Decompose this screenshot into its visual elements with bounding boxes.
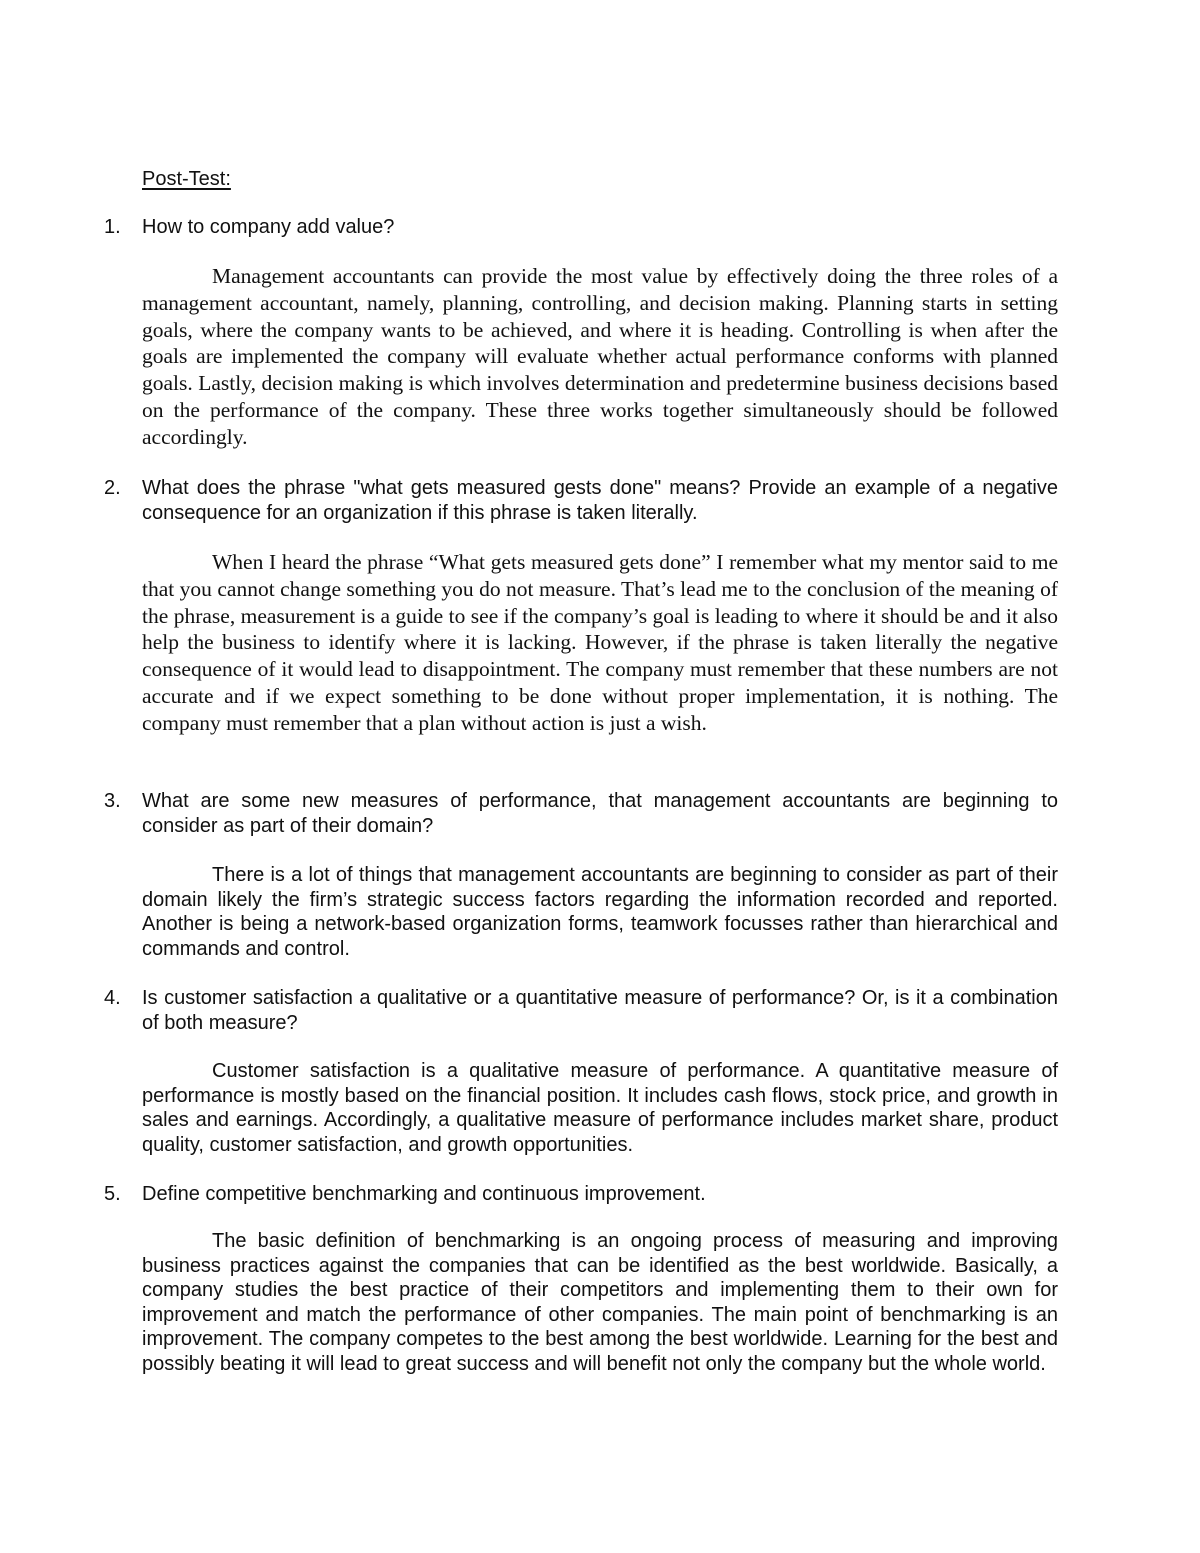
answer-5: The basic definition of benchmarking is an ongoing process of measuring and improving business practices against the companies that can be identified as the best worldwide. Basically, a company studies the best practice of their competitors and implementing them to their own for improvement and match the performance of other companies. The main point of benchmarking is an improvement. The company competes to the best among the best worldwide. Learning for the best and possibly beating it will lead to great success and will benefit not only the company but the whole world. (142, 1230, 1058, 1375)
question-2 (104, 476, 1058, 526)
answer-2: When I heard the phrase “What gets measured gets done” I remember what my mentor said to me that you cannot change something you do not measure. That’s lead me to the conclusion of the meaning of the phrase, measurement is a guide to see if the company’s goal is leading to where it should be and it also help the business to identify where it is lacking. However, if the phrase is taken literally the negative consequence of it would lead to disappointment. The company must remember that these numbers are not accurate and if we expect something to be done without proper implementation, it is nothing. The company must remember that a plan without action is just a wish. (142, 550, 1058, 735)
question-number: 3. (104, 790, 121, 812)
question-text: How to company add value? (142, 216, 395, 238)
question-1 (104, 215, 1058, 240)
question-number: 5. (104, 1183, 121, 1205)
question-text: Define competitive benchmarking and continuous improvement. (142, 1183, 706, 1205)
question-text: What are some new measures of performance, that management accountants are beginning to consider as part of their domain? (142, 790, 1058, 837)
question-number: 1. (104, 216, 121, 238)
answer-1: Management accountants can provide the most value by effectively doing the three roles of a management accountant, namely, planning, controlling, and decision making. Planning starts in setting goals, where the company wants to be achieved, and where it is heading. Controlling is when after the goals are implemented the company will evaluate whether actual performance conforms with planned goals. Lastly, decision making is which involves determination and predetermine business decisions based on the performance of the company. These three works together simultaneously should be followed accordingly. (142, 264, 1058, 449)
page-title: Post-Test: (142, 168, 231, 190)
answer-3: There is a lot of things that management accountants are beginning to consider as part of their domain likely the firm’s strategic success factors regarding the information recorded and reported. Another is being a network-based organization forms, teamwork focusses rather than hierarchical and commands and control. (142, 864, 1058, 960)
question-3 (104, 789, 1058, 839)
question-4 (104, 986, 1058, 1036)
answer-4: Customer satisfaction is a qualitative measure of performance. A quantitative measure of performance is mostly based on the financial position. It includes cash flows, stock price, and growth in sales and earnings. Accordingly, a qualitative measure of performance includes market share, product quality, customer satisfaction, and growth opportunities. (142, 1060, 1058, 1156)
question-text: What does the phrase "what gets measured gests done" means? Provide an example of a negative consequence for an organization if this phrase is taken literally. (142, 477, 1058, 524)
question-number: 2. (104, 477, 121, 499)
question-5 (104, 1182, 1058, 1207)
question-number: 4. (104, 987, 121, 1009)
question-text: Is customer satisfaction a qualitative or a quantitative measure of performance? Or, is it a combination of both measure? (142, 987, 1058, 1034)
